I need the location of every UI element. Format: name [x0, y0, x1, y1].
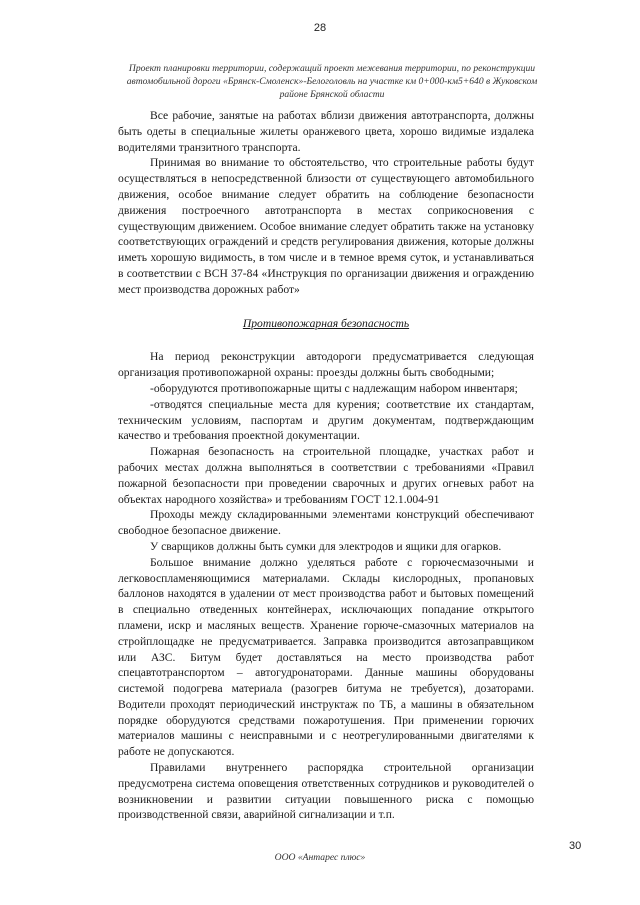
- paragraph: Принимая во внимание то обстоятельство, что строительные работы будут осуществляться в непосредственной близости от существующего автомобильного движения, особое внимание следует обратить на соблюдение безопасности движения построечного автотранспорта в местах соприкосновения с существующим движением. Особое внимание следует обратить также на установку соответствующих ограждений и средств регулирования движения, которые должны иметь хорошую видимость, в том числе и в темное время суток, и устанавливаться в соответствии с ВСН 37-84 «Инструкция по организации движения и ограждению мест производства дорожных работ»: [118, 156, 534, 296]
- paragraph: Проходы между складированными элементами конструкций обеспечивают свободное безопасное движение.: [118, 508, 534, 538]
- section-heading: Противопожарная безопасность: [242, 316, 410, 330]
- paragraph: -оборудуются противопожарные щиты с надлежащим набором инвентаря;: [150, 381, 518, 395]
- running-header: Проект планировки территории, содержащий проект межевания территории, по реконструкции автомобильной дороги «Брянск-Смоленск»-Белоголовль на участке км 0+000-км5+640 в Жуковском районе Брянской области: [126, 63, 538, 100]
- footer-company: ООО «Антарес плюс»: [274, 852, 366, 863]
- paragraph: Правилами внутреннего распорядка строительной организации предусмотрена система оповещения ответственных сотрудников и руководителей о возникновении и развитии ситуации повышенного риска с помощью производственной связи, аварийной сигнализации и т.п.: [118, 761, 534, 822]
- paragraph: Большое внимание должно уделяться работе с горючесмазочными и легковоспламеняющимися материалами. Склады кислородных, пропановых баллонов находятся в удалении от мест производства работ и бытовых помещений в специально отведенных контейнерах, исключающих попадание открытого пламени, искр и масляных веществ. Хранение горюче-смазочных материалов на стройплощадке не предусматривается. Заправка производится автозаправщиком или АЗС. Битум будет доставляться на место производства работ спецавтотранспортом – автогудронаторами. Данные машины оборудованы системой подогрева материала (разогрев битума не требуется), дозаторами. Водители проходят периодический инструктаж по ТБ, а машины в обязательном порядке оборудуются средствами пожаротушения. При применении горючих материалов машины с неисправными и с неотрегулированными двигателями к работе не допускаются.: [118, 555, 534, 759]
- document-body: [118, 108, 534, 823]
- page-number-top: 28: [313, 22, 327, 34]
- page-number-bottom: 30: [569, 840, 582, 852]
- paragraph: Пожарная безопасность на строительной площадке, участках работ и рабочих местах должна выполняться в соответствии с требованиями «Правил пожарной безопасности при проведении сварочных и других огневых работ на объектах народного хозяйства» и требованиям ГОСТ 12.1.004-91: [118, 445, 534, 506]
- paragraph: На период реконструкции автодороги предусматривается следующая организация противопожарной охраны: проезды должны быть свободными;: [118, 350, 534, 380]
- paragraph: У сварщиков должны быть сумки для электродов и ящики для огарков.: [150, 539, 502, 553]
- paragraph: -отводятся специальные места для курения; соответствие их стандартам, техническим условиям, паспортам и другим документам, подтверждающим качество и требования проектной документации.: [118, 397, 534, 443]
- paragraph: Все рабочие, занятые на работах вблизи движения автотранспорта, должны быть одеты в специальные жилеты оранжевого цвета, хорошо видимые издалека водителями транзитного транспорта.: [118, 109, 534, 154]
